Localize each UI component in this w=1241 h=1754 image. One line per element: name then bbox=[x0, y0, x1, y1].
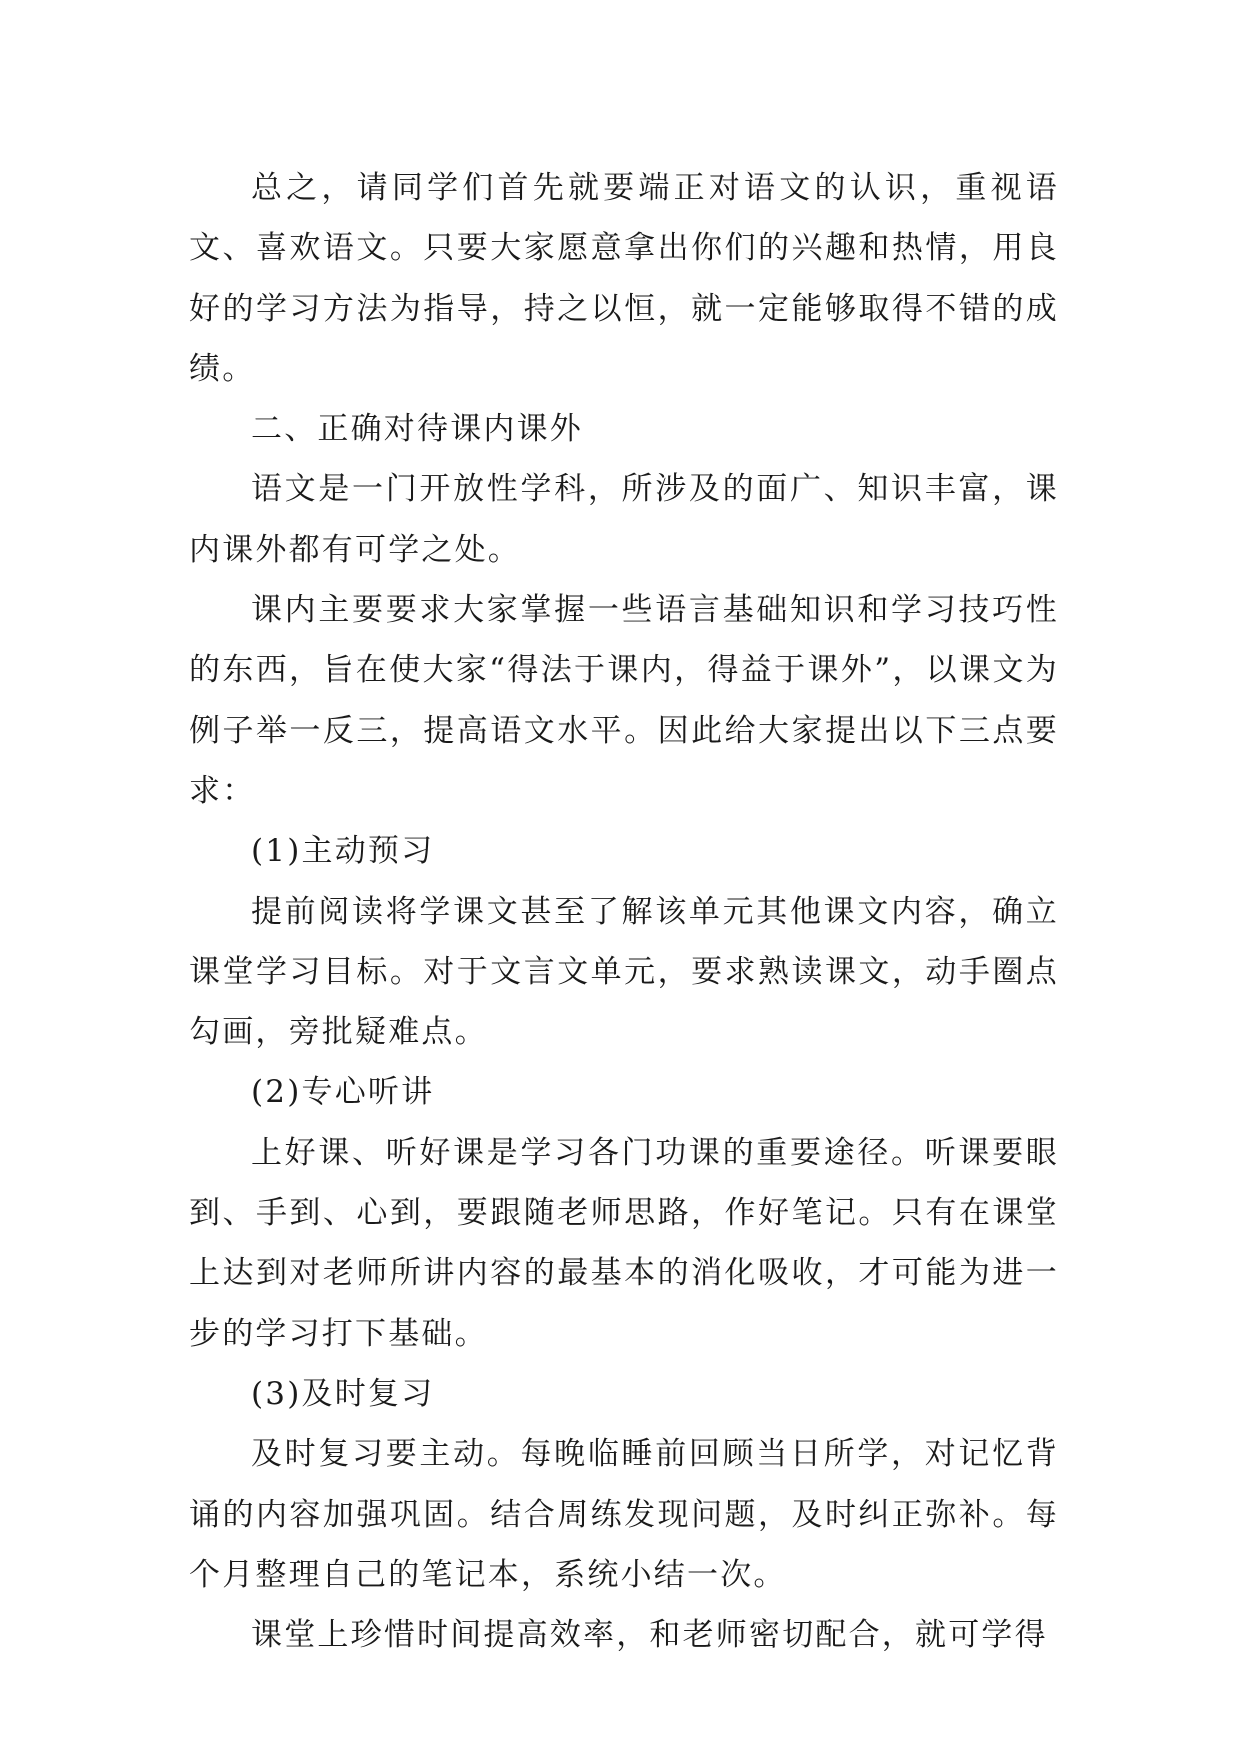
paragraph-listen: 上好课、听好课是学习各门功课的重要途径。听课要眼到、手到、心到，要跟随老师思路，作好笔记。只有在课堂上达到对老师所讲内容的最基本的消化吸收，才可能为进一步的学习打下基础。 bbox=[189, 1134, 1059, 1352]
subheading-listen: (2)专心听讲 bbox=[251, 1074, 435, 1111]
document-body bbox=[189, 158, 1059, 1665]
paragraph-review: 及时复习要主动。每晚临睡前回顾当日所学，对记忆背诵的内容加强巩固。结合周练发现问题，及时纠正弥补。每个月整理自己的笔记本，系统小结一次。 bbox=[189, 1436, 1059, 1593]
paragraph-summary: 总之，请同学们首先就要端正对语文的认识，重视语文、喜欢语文。只要大家愿意拿出你们的兴趣和热情，用良好的学习方法为指导，持之以恒，就一定能够取得不错的成绩。 bbox=[189, 170, 1059, 387]
paragraph-efficiency: 课堂上珍惜时间提高效率，和老师密切配合，就可学得 bbox=[251, 1617, 1048, 1654]
paragraph-in-class-requirements: 课内主要要求大家掌握一些语言基础知识和学习技巧性的东西，旨在使大家“得法于课内，得益于课外”，以课文为例子举一反三，提高语文水平。因此给大家提出以下三点要求： bbox=[189, 592, 1059, 809]
paragraph-open-subject: 语文是一门开放性学科，所涉及的面广、知识丰富，课内课外都有可学之处。 bbox=[189, 471, 1059, 568]
subheading-review: (3)及时复习 bbox=[251, 1375, 435, 1412]
paragraph-preview: 提前阅读将学课文甚至了解该单元其他课文内容，确立课堂学习目标。对于文言文单元，要求熟读课文，动手圈点勾画，旁批疑难点。 bbox=[189, 893, 1059, 1051]
subheading-preview: (1)主动预习 bbox=[251, 833, 435, 870]
section-heading-2: 二、正确对待课内课外 bbox=[251, 411, 583, 448]
